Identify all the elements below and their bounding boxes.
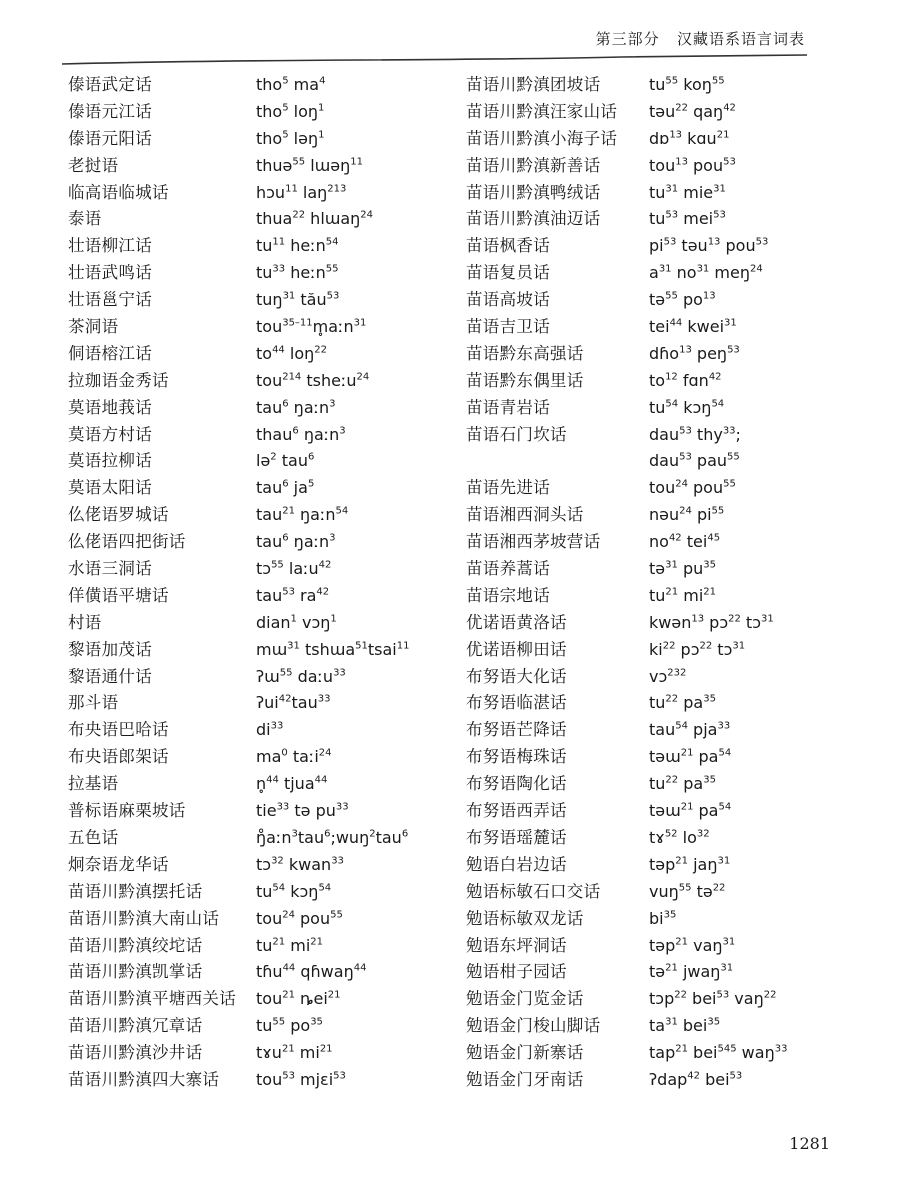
word-form: $bi^{35}$ [649, 908, 677, 928]
word-form: hɔu$^{11}$ laŋ$^{213}$ [256, 182, 347, 202]
entry-row [466, 798, 846, 825]
word-form: tɔp$^{22}$ bei$^{53}$ vaŋ$^{22}$ [649, 989, 777, 1009]
entry-row [68, 1067, 458, 1094]
entry-row [466, 260, 846, 287]
entry-row [466, 368, 846, 395]
word-form: $tu^{22}$ $pa^{35}$ [649, 693, 716, 713]
word-form: tho$^5$ $ma^4$ [256, 75, 326, 94]
language-name: 莫语拉柳话 [68, 451, 152, 471]
entry-row [68, 448, 458, 475]
language-name: 勉语金门梭山脚话 [466, 1016, 601, 1036]
language-name: 苗语川黔滇大南山话 [68, 908, 220, 928]
word-form: thuə$^{55}$ lɯəŋ$^{11}$ [256, 155, 363, 175]
word-form: $ta^{31}$ bei$^{35}$ [649, 1016, 721, 1036]
entry-row [68, 395, 458, 422]
language-name: 黎语通什话 [68, 666, 152, 686]
word-form: tɔ$^{55}$ laːu$^{42}$ [256, 559, 332, 579]
entry-row [68, 180, 458, 207]
entry-row [68, 986, 458, 1013]
word-form: $tu^{54}$ kɔŋ$^{54}$ [649, 397, 725, 417]
language-name: 苗语川黔滇小海子话 [466, 128, 618, 148]
word-form: ʔɯ$^{55}$ daːu$^{33}$ [256, 666, 346, 686]
language-name: 水语三洞话 [68, 559, 152, 579]
word-form: tou$^{24}$ pou$^{55}$ [256, 908, 343, 928]
entry-row [68, 206, 458, 233]
language-name: 苗语川黔滇冗章话 [68, 1016, 203, 1036]
language-name: 傣语元阳话 [68, 128, 152, 148]
language-name: 苗语复员话 [466, 263, 550, 283]
entry-row [68, 933, 458, 960]
entry-row [466, 448, 846, 475]
language-name: 仫佬语四把街话 [68, 532, 186, 552]
word-form: ʔdap$^{42}$ bei$^{53}$ [649, 1069, 743, 1089]
word-form: $no^{42}$ tei$^{45}$ [649, 532, 721, 552]
header-section: 汉藏语系语言词表 [676, 30, 805, 48]
language-name: 勉语柑子园话 [466, 962, 567, 982]
word-form: tou$^{21}$ ȵei$^{21}$ [256, 989, 341, 1009]
entry-row [466, 556, 846, 583]
word-form: $tu^{33}$ heːn$^{55}$ [256, 263, 339, 283]
word-form: tho$^5$ loŋ$^1$ [256, 101, 325, 121]
entry-row [466, 529, 846, 556]
entry-row [68, 717, 458, 744]
entry-row [466, 637, 846, 664]
left-column [68, 72, 458, 1094]
word-form: tɦu$^{44}$ qɦwaŋ$^{44}$ [256, 962, 367, 982]
word-form: $tu^{55}$ koŋ$^{55}$ [649, 75, 725, 94]
language-name: 佯僙语平塘话 [68, 585, 169, 605]
entry-row [466, 583, 846, 610]
entry-row [466, 314, 846, 341]
entry-row [68, 664, 458, 691]
entry-row [68, 906, 458, 933]
entry-row [68, 502, 458, 529]
word-form: tɔ$^{32}$ kwan$^{33}$ [256, 854, 344, 874]
language-name: 侗语榕江话 [68, 343, 152, 363]
entry-row [466, 879, 846, 906]
language-name: 泰语 [68, 209, 102, 229]
language-name: 布努语陶化话 [466, 774, 567, 794]
entry-row [68, 368, 458, 395]
word-form: tau$^{54}$ pja$^{33}$ [649, 720, 731, 740]
word-form: ŋ̊aːn$^3$tau$^6$;wuŋ$^2$tau$^6$ [256, 827, 409, 847]
entry-row [68, 1040, 458, 1067]
entry-row [466, 233, 846, 260]
entry-row [466, 153, 846, 180]
entry-row [466, 1040, 846, 1067]
language-name: 勉语标敏双龙话 [466, 908, 584, 928]
word-form: dɦo$^{13}$ peŋ$^{53}$ [649, 343, 740, 363]
entry-row [466, 341, 846, 368]
language-name: 苗语川黔滇四大寨话 [68, 1069, 220, 1089]
word-form: tou$^{53}$ mjɛi$^{53}$ [256, 1069, 346, 1089]
language-name: 布努语梅珠话 [466, 747, 567, 767]
entry-row [68, 879, 458, 906]
word-form: thua$^{22}$ hlɯaŋ$^{24}$ [256, 209, 374, 229]
language-name: 布努语瑶麓话 [466, 827, 567, 847]
word-form: dau$^{53}$ thy$^{33}$; [649, 424, 741, 444]
word-form: tei$^{44}$ kwei$^{31}$ [649, 317, 737, 337]
entry-row [68, 287, 458, 314]
entry-row [466, 664, 846, 691]
word-form: $ma^0$ taːi$^{24}$ [256, 747, 332, 767]
word-form: tau$^{21}$ ŋaːn$^{54}$ [256, 505, 349, 525]
word-form: tɤ$^{52}$ $lo^{32}$ [649, 827, 710, 847]
word-form: $tu^{22}$ $pa^{35}$ [649, 774, 716, 794]
entry-row [68, 529, 458, 556]
word-form: ʔui$^{42}$tau$^{33}$ [256, 693, 331, 713]
language-name: 那斗语 [68, 693, 119, 713]
word-form: vuŋ$^{55}$ tə$^{22}$ [649, 881, 726, 901]
language-name: 莫语方村话 [68, 424, 152, 444]
entry-row [466, 180, 846, 207]
entry-row [68, 825, 458, 852]
language-name: 拉珈语金秀话 [68, 370, 169, 390]
word-form: tɤu$^{21}$ $mi^{21}$ [256, 1043, 333, 1063]
word-form: $to^{44}$ loŋ$^{22}$ [256, 343, 327, 363]
word-form: tau$^{53}$ $ra^{42}$ [256, 585, 330, 605]
entry-row [68, 583, 458, 610]
entry-row [466, 717, 846, 744]
entry-row [68, 690, 458, 717]
word-form: $tu^{31}$ mie$^{31}$ [649, 182, 726, 202]
language-name: 布央语郎架话 [68, 747, 169, 767]
language-name: 苗语青岩话 [466, 397, 550, 417]
language-name: 苗语川黔滇摆托话 [68, 881, 203, 901]
entry-row [68, 341, 458, 368]
word-form: $to^{12}$ fɑn$^{42}$ [649, 370, 722, 390]
word-form: n̥$^{44}$ tjua$^{44}$ [256, 774, 328, 794]
language-name: 勉语白岩边话 [466, 854, 567, 874]
word-form: $ki^{22}$ pɔ$^{22}$ tɔ$^{31}$ [649, 639, 746, 659]
entry-row [466, 287, 846, 314]
entry-row [68, 126, 458, 153]
language-name: 壮语邕宁话 [68, 290, 152, 310]
entry-row [466, 986, 846, 1013]
word-form: təɯ$^{21}$ $pa^{54}$ [649, 747, 732, 767]
entry-row [68, 744, 458, 771]
language-name: 五色话 [68, 827, 119, 847]
language-name: 苗语川黔滇团坡话 [466, 75, 601, 94]
word-form: $tu^{21}$ $mi^{21}$ [649, 585, 717, 605]
language-name: 优诺语黄洛话 [466, 612, 567, 632]
word-form: thau$^6$ ŋaːn$^3$ [256, 424, 346, 444]
word-form: tou$^{13}$ pou$^{53}$ [649, 155, 736, 175]
word-form: tə$^{55}$ $po^{13}$ [649, 290, 716, 310]
language-name: 苗语宗地话 [466, 585, 550, 605]
word-form: $pi^{53}$ təu$^{13}$ pou$^{53}$ [649, 236, 769, 256]
entry-row [466, 690, 846, 717]
entry-row [68, 959, 458, 986]
entry-row [68, 1013, 458, 1040]
language-name: 炯奈语龙华话 [68, 854, 169, 874]
word-form: $tu^{53}$ mei$^{53}$ [649, 209, 726, 229]
word-form: tə$^{31}$ $pu^{35}$ [649, 559, 716, 579]
language-name: 布努语西弄话 [466, 801, 567, 821]
word-form: tau$^6$ $ja^5$ [256, 478, 315, 498]
entry-row [466, 72, 846, 99]
entry-row [68, 637, 458, 664]
word-form: $tu^{54}$ kɔŋ$^{54}$ [256, 881, 332, 901]
entry-row [466, 906, 846, 933]
word-form: tou$^{214}$ tsheːu$^{24}$ [256, 370, 370, 390]
word-form: təp$^{21}$ vaŋ$^{31}$ [649, 935, 736, 955]
entry-row [466, 1067, 846, 1094]
entry-row [466, 959, 846, 986]
language-name: 莫语太阳话 [68, 478, 152, 498]
word-form: lə$^2$ tau$^6$ [256, 451, 315, 471]
entry-row [68, 556, 458, 583]
entry-row [466, 852, 846, 879]
word-form: tou$^{24}$ pou$^{55}$ [649, 478, 736, 498]
language-name: 苗语川黔滇新善话 [466, 155, 601, 175]
word-form: kwən$^{13}$ pɔ$^{22}$ tɔ$^{31}$ [649, 612, 774, 632]
word-form: $tu^{11}$ heːn$^{54}$ [256, 236, 339, 256]
word-form: təu$^{22}$ qaŋ$^{42}$ [649, 101, 736, 121]
language-name: 勉语金门新寨话 [466, 1043, 584, 1063]
language-name: 苗语川黔滇平塘西关话 [68, 989, 236, 1009]
word-form: təp$^{21}$ jaŋ$^{31}$ [649, 854, 731, 874]
entry-row [68, 422, 458, 449]
language-name: 临高语临城话 [68, 182, 169, 202]
entry-row [466, 395, 846, 422]
entry-row [466, 744, 846, 771]
entry-row [466, 610, 846, 637]
language-name: 苗语川黔滇凯掌话 [68, 962, 203, 982]
language-name: 拉基语 [68, 774, 119, 794]
language-name: 苗语川黔滇汪家山话 [466, 101, 618, 121]
language-name: 茶洞语 [68, 317, 119, 337]
entry-row [68, 798, 458, 825]
language-name: 勉语标敏石口交话 [466, 881, 601, 901]
language-name: 苗语黔东偶里话 [466, 370, 584, 390]
language-name: 优诺语柳田话 [466, 639, 567, 659]
language-name: 布努语临湛话 [466, 693, 567, 713]
language-name: 勉语东坪洞话 [466, 935, 567, 955]
word-form: dɒ$^{13}$ kɑu$^{21}$ [649, 128, 730, 148]
language-name: 苗语吉卫话 [466, 317, 550, 337]
right-column [466, 72, 846, 1094]
entry-row [68, 852, 458, 879]
header-rule [62, 52, 807, 70]
entry-row [466, 99, 846, 126]
page-number: 1281 [789, 1134, 830, 1153]
language-name: 苗语川黔滇沙井话 [68, 1043, 203, 1063]
language-name [466, 448, 649, 475]
language-name: 布努语大化话 [466, 666, 567, 686]
language-name: 黎语加茂话 [68, 639, 152, 659]
word-form: tho$^5$ ləŋ$^1$ [256, 128, 325, 148]
word-form: vɔ$^{232}$ [649, 666, 687, 686]
word-form: $a^{31}$ $no^{31}$ meŋ$^{24}$ [649, 263, 763, 283]
word-form: mɯ$^{31}$ tshɯa$^{51}$tsai$^{11}$ [256, 639, 410, 659]
entry-row [68, 475, 458, 502]
word-form: tə$^{21}$ jwaŋ$^{31}$ [649, 962, 734, 982]
language-name: 勉语金门牙南话 [466, 1069, 584, 1089]
word-form: tuŋ$^{31}$ tău$^{53}$ [256, 290, 340, 310]
entry-row [466, 126, 846, 153]
language-name: 苗语枫香话 [466, 236, 550, 256]
word-form: təɯ$^{21}$ $pa^{54}$ [649, 801, 732, 821]
language-name: 布努语芒降话 [466, 720, 567, 740]
language-name: 勉语金门览金话 [466, 989, 584, 1009]
word-form: tau$^6$ ŋaːn$^3$ [256, 532, 336, 552]
header-part: 第三部分 [595, 30, 660, 48]
word-form: nəu$^{24}$ $pi^{55}$ [649, 505, 725, 525]
running-header [596, 28, 805, 49]
word-form: tau$^6$ ŋaːn$^3$ [256, 397, 336, 417]
language-name: 傣语武定话 [68, 75, 152, 94]
entry-row [68, 771, 458, 798]
entry-row [68, 314, 458, 341]
word-form: $di^{33}$ [256, 720, 284, 740]
entry-row [466, 825, 846, 852]
entry-row [68, 72, 458, 99]
word-form: dau$^{53}$ pau$^{55}$ [649, 451, 740, 471]
language-name: 苗语川黔滇绞坨话 [68, 935, 203, 955]
entry-row [466, 933, 846, 960]
language-name: 布央语巴哈话 [68, 720, 169, 740]
word-form: dian$^1$ vɔŋ$^1$ [256, 612, 337, 632]
word-form: tap$^{21}$ bei$^{545}$ waŋ$^{33}$ [649, 1043, 788, 1063]
language-name: 莫语地莪话 [68, 397, 152, 417]
language-name: 壮语柳江话 [68, 236, 152, 256]
language-name: 苗语川黔滇鸭绒话 [466, 182, 601, 202]
language-name: 苗语湘西洞头话 [466, 505, 584, 525]
language-name: 村语 [68, 612, 102, 632]
entry-row [68, 610, 458, 637]
language-name: 苗语先进话 [466, 478, 550, 498]
entry-row [466, 502, 846, 529]
entry-row [466, 475, 846, 502]
language-name: 苗语石门坎话 [466, 424, 567, 444]
language-name: 傣语元江话 [68, 101, 152, 121]
language-name: 老挝语 [68, 155, 119, 175]
word-form: tou$^{35-11}$m̥aːn$^{31}$ [256, 317, 367, 337]
entry-row [68, 233, 458, 260]
entry-row [68, 153, 458, 180]
entry-row [68, 260, 458, 287]
language-name: 苗语高坡话 [466, 290, 550, 310]
entry-row [466, 206, 846, 233]
language-name: 苗语黔东高强话 [466, 343, 584, 363]
entry-row [68, 99, 458, 126]
language-name: 苗语湘西茅坡营话 [466, 532, 601, 552]
language-name: 仫佬语罗城话 [68, 505, 169, 525]
language-name: 苗语川黔滇油迈话 [466, 209, 601, 229]
entry-row [466, 1013, 846, 1040]
entry-row [466, 771, 846, 798]
language-name: 壮语武鸣话 [68, 263, 152, 283]
word-form: $tu^{21}$ $mi^{21}$ [256, 935, 324, 955]
word-form: $tu^{55}$ $po^{35}$ [256, 1016, 323, 1036]
language-name: 苗语养蒿话 [466, 559, 550, 579]
entry-row [466, 422, 846, 449]
language-name: 普标语麻栗坡话 [68, 801, 186, 821]
word-form: tie$^{33}$ tə $pu^{33}$ [256, 801, 349, 821]
